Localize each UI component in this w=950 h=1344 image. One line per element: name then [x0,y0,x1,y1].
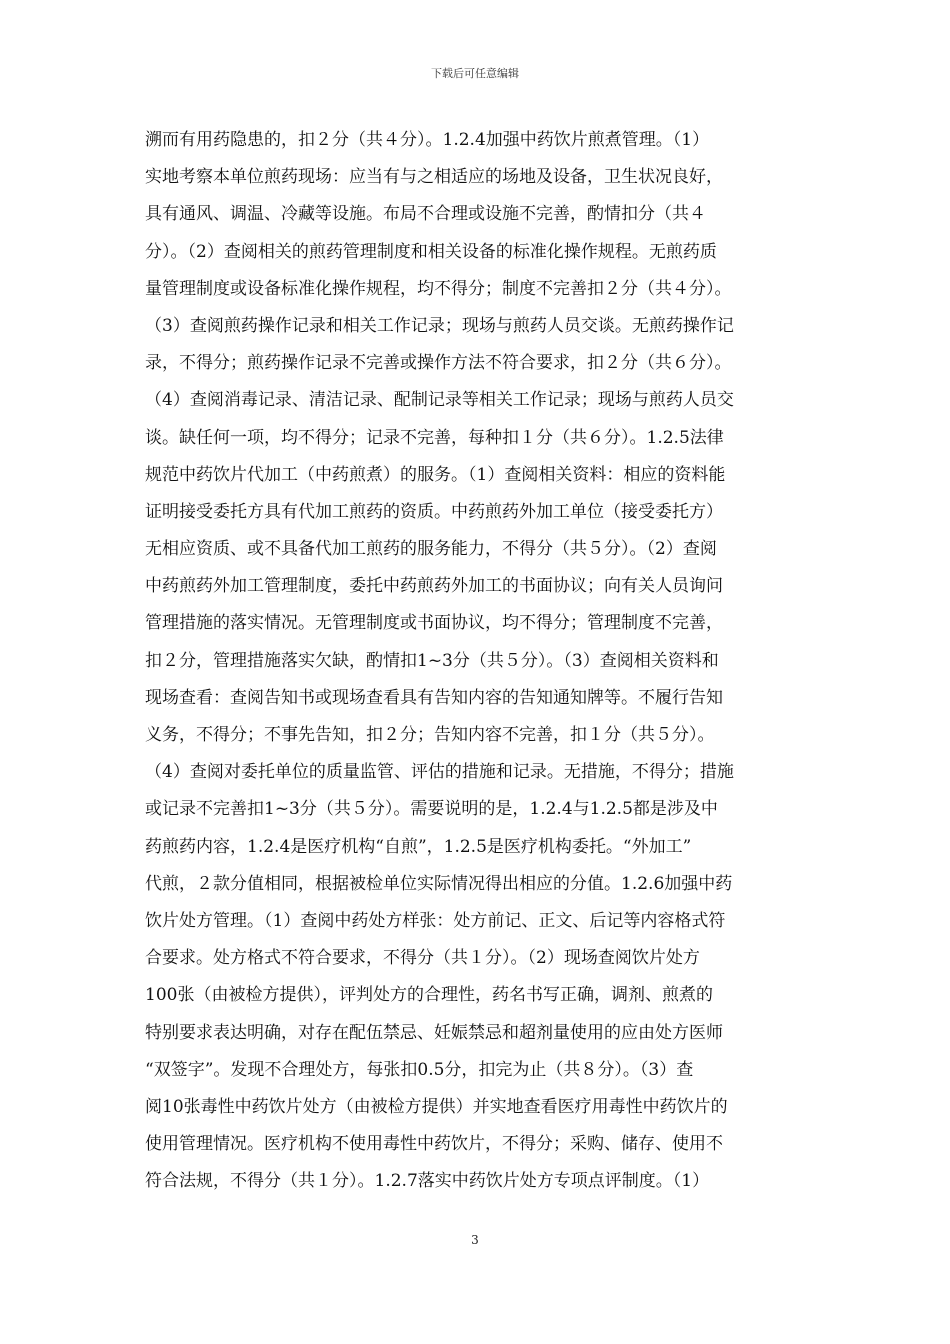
text-line: 药煎药内容，1.2.4是医疗机构“自煎”，1.2.5是医疗机构委托。“外加工” [145,836,692,857]
text-line: 符合法规，不得分（共１分）。1.2.7落实中药饮片处方专项点评制度。（1） [145,1171,710,1192]
text-line: 具有通风、调温、冷藏等设施。布局不合理或设施不完善，酌情扣分（共４ [145,204,706,225]
body-text [145,122,810,1200]
text-line: 特别要求表达明确，对存在配伍禁忌、妊娠禁忌和超剂量使用的应由处方医师 [145,1022,723,1043]
text-line: 无相应资质、或不具备代加工煎药的服务能力，不得分（共５分）。（2）查阅 [145,539,717,560]
text-line: 管理措施的落实情况。无管理制度或书面协议，均不得分；管理制度不完善， [145,613,723,634]
page-header: 下载后可任意编辑 [431,67,519,80]
text-line: 证明接受委托方具有代加工煎药的资质。中药煎药外加工单位（接受委托方） [145,501,723,522]
text-line: 义务，不得分；不事先告知，扣２分；告知内容不完善，扣１分（共５分）。 [145,725,715,745]
text-line: 量管理制度或设备标准化操作规程，均不得分；制度不完善扣２分（共４分）。 [145,278,732,299]
text-line: “双签字”。发现不合理处方，每张扣0.5分，扣完为止（共８分）。（3）查 [145,1059,694,1080]
text-line: 扣２分，管理措施落实欠缺，酌情扣1~3分（共５分）。（3）查阅相关资料和 [145,650,719,671]
text-line: 录，不得分；煎药操作记录不完善或操作方法不符合要求，扣２分（共６分）。 [145,353,732,374]
text-line: 中药煎药外加工管理制度，委托中药煎药外加工的书面协议；向有关人员询问 [145,576,723,597]
text-line: 合要求。处方格式不符合要求，不得分（共１分）。（2）现场查阅饮片处方 [145,948,700,969]
page-number: 3 [471,1233,479,1247]
text-line: （3）查阅煎药操作记录和相关工作记录；现场与煎药人员交谈。无煎药操作记 [145,315,734,336]
text-line: （4）查阅消毒记录、清洁记录、配制记录等相关工作记录；现场与煎药人员交 [145,390,734,411]
text-line: 100张（由被检方提供），评判处方的合理性，药名书写正确，调剂、煎煮的 [145,985,713,1006]
text-line: 实地考察本单位煎药现场：应当有与之相适应的场地及设备，卫生状况良好， [145,167,723,188]
text-line: 分）。（2）查阅相关的煎药管理制度和相关设备的标准化操作规程。无煎药质 [145,241,717,262]
text-line: 谈。缺任何一项，均不得分；记录不完善，每种扣１分（共６分）。1.2.5法律 [145,427,724,448]
text-line: 溯而有用药隐患的，扣２分（共４分）。1.2.4加强中药饮片煎煮管理。（1） [145,130,710,150]
text-line: 饮片处方管理。（1）查阅中药处方样张：处方前记、正文、后记等内容格式符 [145,910,726,931]
text-line: 阅10张毒性中药饮片处方（由被检方提供）并实地查看医疗用毒性中药饮片的 [145,1096,728,1117]
text-line: 或记录不完善扣1~3分（共５分）。需要说明的是，1.2.4与1.2.5都是涉及中 [145,799,718,820]
text-line: 使用管理情况。医疗机构不使用毒性中药饮片，不得分；采购、储存、使用不 [145,1134,723,1155]
text-line: 现场查看：查阅告知书或现场查看具有告知内容的告知通知牌等。不履行告知 [145,687,723,708]
text-line: 规范中药饮片代加工（中药煎煮）的服务。（1）查阅相关资料：相应的资料能 [145,464,726,485]
text-line: （4）查阅对委托单位的质量监管、评估的措施和记录。无措施，不得分；措施 [145,762,734,783]
text-line: 代煎，２款分值相同，根据被检单位实际情况得出相应的分值。1.2.6加强中药 [145,873,733,894]
